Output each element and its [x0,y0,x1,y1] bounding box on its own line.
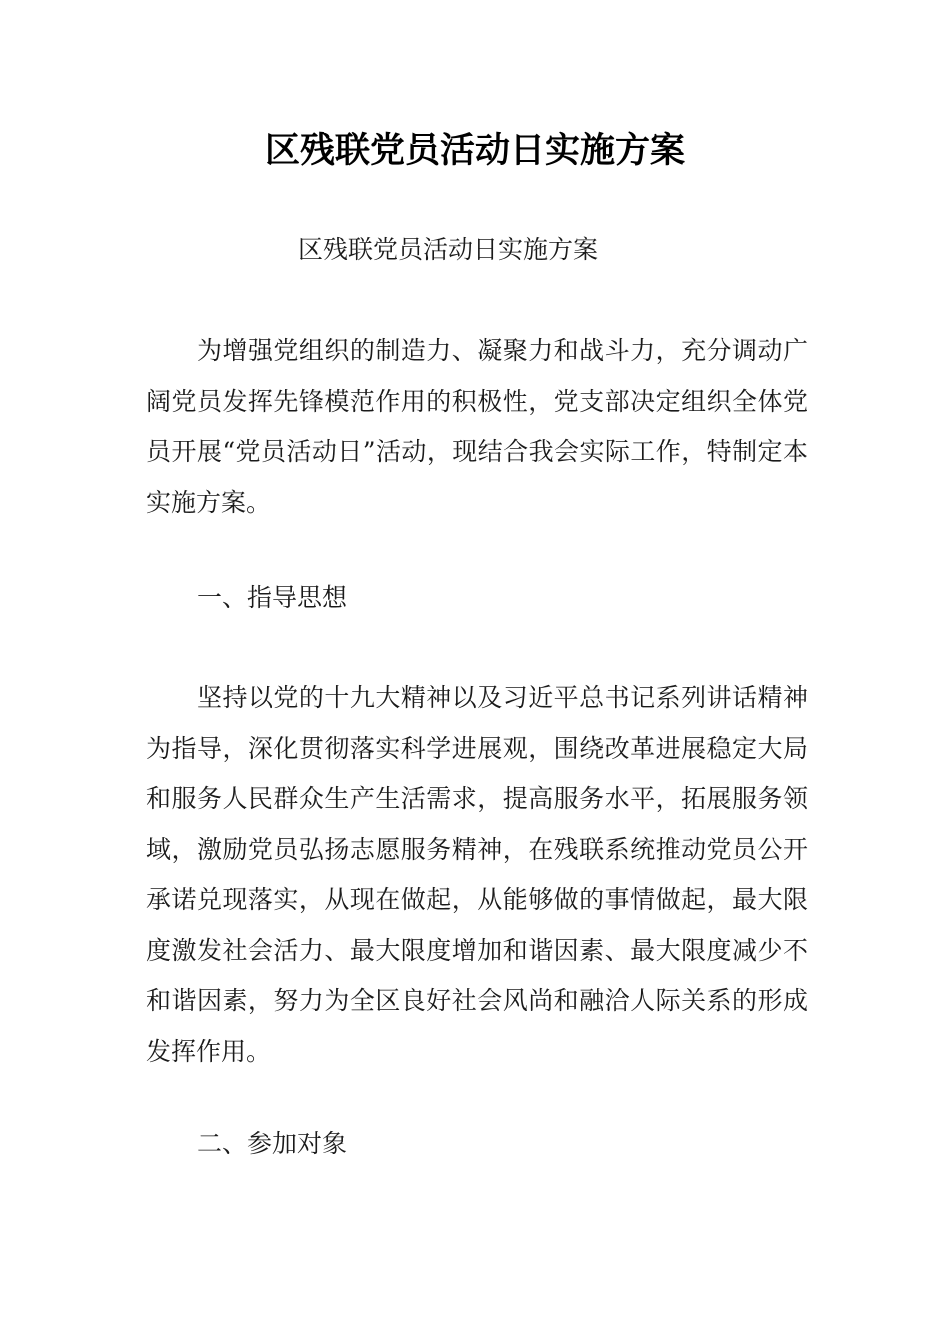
section-heading-guiding-ideology: 一、指导思想 [197,583,348,612]
section-heading-participants: 二、参加对象 [197,1129,348,1158]
document-title: 区残联党员活动日实施方案 [264,131,685,171]
guiding-ideology-paragraph: 坚持以党的十九大精神以及习近平总书记系列讲话精神为指导，深化贯彻落实科学进展观，围绕改革进展稳定大局和服务人民群众生产生活需求，提高服务水平，拓展服务领域，激励党员弘扬志愿服务精神，在残联系统推动党员公开承诺兑现落实，从现在做起，从能够做的事情做起，最大限度激发社会活力、最大限度增加和谐因素、最大限度减少不和谐因素，努力为全区良好社会风尚和融洽人际关系的形成发挥作用。 [146,683,808,1066]
document-subtitle: 区残联党员活动日实施方案 [298,235,599,264]
intro-paragraph: 为增强党组织的制造力、凝聚力和战斗力，充分调动广阔党员发挥先锋模范作用的积极性，党支部决定组织全体党员开展“党员活动日”活动，现结合我会实际工作，特制定本实施方案。 [146,336,808,517]
